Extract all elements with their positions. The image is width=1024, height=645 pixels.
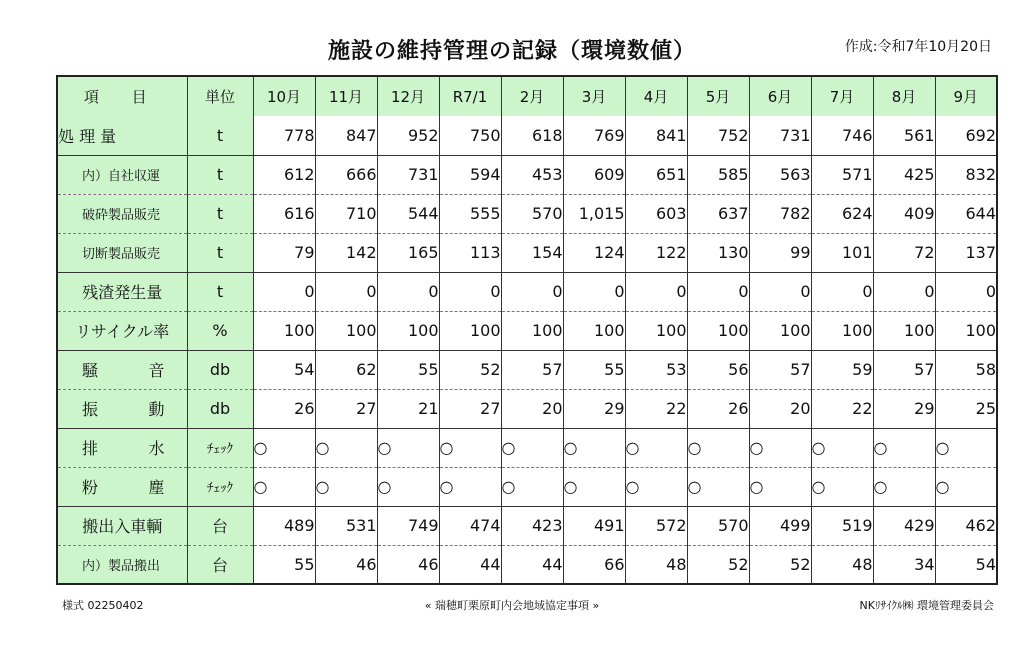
value-cell: 0 <box>439 272 501 311</box>
value-cell: 48 <box>625 545 687 584</box>
value-cell: 100 <box>625 311 687 350</box>
value-cell: ○ <box>873 467 935 506</box>
row-unit: t <box>187 272 253 311</box>
page-title: 施設の維持管理の記録（環境数値） <box>327 39 696 64</box>
value-cell: ○ <box>439 428 501 467</box>
value-cell: 55 <box>253 545 315 584</box>
value-cell: ○ <box>935 428 997 467</box>
value-cell: 0 <box>749 272 811 311</box>
value-cell: 0 <box>873 272 935 311</box>
committee-name: NKﾘｻｲｸﾙ㈱ 環境管理委員会 <box>859 599 994 612</box>
table-row <box>57 506 997 545</box>
value-cell: 585 <box>687 155 749 194</box>
value-cell: 57 <box>501 350 563 389</box>
value-cell: 618 <box>501 116 563 155</box>
row-label: 切断製品販売 <box>57 233 187 272</box>
value-cell: 27 <box>439 389 501 428</box>
value-cell: 72 <box>873 233 935 272</box>
value-cell: 0 <box>253 272 315 311</box>
value-cell: ○ <box>935 467 997 506</box>
value-cell: 100 <box>315 311 377 350</box>
value-cell: ○ <box>253 467 315 506</box>
value-cell: 124 <box>563 233 625 272</box>
value-cell: 749 <box>377 506 439 545</box>
row-unit: db <box>187 350 253 389</box>
value-cell: 26 <box>687 389 749 428</box>
value-cell: 99 <box>749 233 811 272</box>
row-unit: t <box>187 116 253 155</box>
value-cell: 731 <box>749 116 811 155</box>
value-cell: 29 <box>563 389 625 428</box>
table-row <box>57 272 997 311</box>
value-cell: 491 <box>563 506 625 545</box>
value-cell: ○ <box>811 428 873 467</box>
header-month: 8月 <box>873 76 935 116</box>
table-row <box>57 194 997 233</box>
value-cell: 52 <box>687 545 749 584</box>
value-cell: ○ <box>563 467 625 506</box>
row-unit: ﾁｪｯｸ <box>187 428 253 467</box>
value-cell: 594 <box>439 155 501 194</box>
value-cell: 154 <box>501 233 563 272</box>
value-cell: 56 <box>687 350 749 389</box>
value-cell: ○ <box>749 428 811 467</box>
value-cell: 429 <box>873 506 935 545</box>
row-label: 破砕製品販売 <box>57 194 187 233</box>
value-cell: ○ <box>439 467 501 506</box>
value-cell: 571 <box>811 155 873 194</box>
value-cell: 34 <box>873 545 935 584</box>
value-cell: 100 <box>563 311 625 350</box>
value-cell: 561 <box>873 116 935 155</box>
value-cell: 100 <box>873 311 935 350</box>
value-cell: 25 <box>935 389 997 428</box>
value-cell: 100 <box>687 311 749 350</box>
value-cell: 52 <box>439 350 501 389</box>
value-cell: 637 <box>687 194 749 233</box>
value-cell: 66 <box>563 545 625 584</box>
value-cell: 544 <box>377 194 439 233</box>
value-cell: 692 <box>935 116 997 155</box>
value-cell: 79 <box>253 233 315 272</box>
value-cell: 142 <box>315 233 377 272</box>
value-cell: ○ <box>377 467 439 506</box>
value-cell: 20 <box>501 389 563 428</box>
value-cell: 22 <box>625 389 687 428</box>
row-label: 処 理 量 <box>57 116 187 155</box>
value-cell: ○ <box>315 467 377 506</box>
value-cell: 59 <box>811 350 873 389</box>
value-cell: 100 <box>501 311 563 350</box>
value-cell: 113 <box>439 233 501 272</box>
row-unit: % <box>187 311 253 350</box>
value-cell: 100 <box>935 311 997 350</box>
value-cell: 48 <box>811 545 873 584</box>
value-cell: 137 <box>935 233 997 272</box>
value-cell: 499 <box>749 506 811 545</box>
value-cell: 832 <box>935 155 997 194</box>
value-cell: 22 <box>811 389 873 428</box>
value-cell: 0 <box>935 272 997 311</box>
value-cell: 0 <box>501 272 563 311</box>
table-row <box>57 311 997 350</box>
row-unit: t <box>187 194 253 233</box>
value-cell: ○ <box>253 428 315 467</box>
value-cell: 651 <box>625 155 687 194</box>
value-cell: ○ <box>687 428 749 467</box>
table-row <box>57 428 997 467</box>
header-unit: 単位 <box>187 76 253 116</box>
value-cell: ○ <box>377 428 439 467</box>
value-cell: 54 <box>253 350 315 389</box>
value-cell: ○ <box>873 428 935 467</box>
table-row <box>57 467 997 506</box>
row-unit: t <box>187 233 253 272</box>
value-cell: 731 <box>377 155 439 194</box>
value-cell: 841 <box>625 116 687 155</box>
value-cell: 453 <box>501 155 563 194</box>
value-cell: 55 <box>377 350 439 389</box>
value-cell: 746 <box>811 116 873 155</box>
value-cell: 62 <box>315 350 377 389</box>
value-cell: ○ <box>501 428 563 467</box>
value-cell: 531 <box>315 506 377 545</box>
value-cell: 54 <box>935 545 997 584</box>
value-cell: 612 <box>253 155 315 194</box>
value-cell: 29 <box>873 389 935 428</box>
value-cell: 0 <box>563 272 625 311</box>
value-cell: 409 <box>873 194 935 233</box>
table-row <box>57 350 997 389</box>
row-label: 振 動 <box>57 389 187 428</box>
row-label: 内）自社収運 <box>57 155 187 194</box>
header-month: 6月 <box>749 76 811 116</box>
value-cell: 750 <box>439 116 501 155</box>
value-cell: 20 <box>749 389 811 428</box>
value-cell: 0 <box>315 272 377 311</box>
value-cell: 1,015 <box>563 194 625 233</box>
environment-data-table <box>56 75 998 585</box>
value-cell: 46 <box>315 545 377 584</box>
header-month: 7月 <box>811 76 873 116</box>
table-row <box>57 389 997 428</box>
value-cell: 847 <box>315 116 377 155</box>
value-cell: 58 <box>935 350 997 389</box>
value-cell: 100 <box>749 311 811 350</box>
table-row <box>57 545 997 584</box>
header-month: 2月 <box>501 76 563 116</box>
value-cell: 644 <box>935 194 997 233</box>
value-cell: 570 <box>501 194 563 233</box>
value-cell: 55 <box>563 350 625 389</box>
value-cell: 21 <box>377 389 439 428</box>
row-label: 内）製品搬出 <box>57 545 187 584</box>
value-cell: ○ <box>563 428 625 467</box>
value-cell: 769 <box>563 116 625 155</box>
value-cell: 100 <box>811 311 873 350</box>
value-cell: ○ <box>315 428 377 467</box>
value-cell: 44 <box>501 545 563 584</box>
value-cell: 100 <box>439 311 501 350</box>
header-month: 10月 <box>253 76 315 116</box>
value-cell: 778 <box>253 116 315 155</box>
value-cell: 101 <box>811 233 873 272</box>
header-month: 11月 <box>315 76 377 116</box>
value-cell: 462 <box>935 506 997 545</box>
value-cell: 752 <box>687 116 749 155</box>
value-cell: 0 <box>625 272 687 311</box>
value-cell: 624 <box>811 194 873 233</box>
row-unit: t <box>187 155 253 194</box>
created-date: 作成:令和7年10月20日 <box>844 39 992 55</box>
value-cell: 100 <box>253 311 315 350</box>
row-unit: ﾁｪｯｸ <box>187 467 253 506</box>
row-label: 騒 音 <box>57 350 187 389</box>
value-cell: 122 <box>625 233 687 272</box>
value-cell: ○ <box>811 467 873 506</box>
value-cell: 27 <box>315 389 377 428</box>
row-label: 粉 塵 <box>57 467 187 506</box>
value-cell: 666 <box>315 155 377 194</box>
value-cell: 165 <box>377 233 439 272</box>
header-month: 9月 <box>935 76 997 116</box>
header-month: 4月 <box>625 76 687 116</box>
value-cell: ○ <box>625 467 687 506</box>
agreement-note: « 瑞穂町栗原町内会地域協定事項 » <box>424 599 600 612</box>
value-cell: 555 <box>439 194 501 233</box>
table-row <box>57 155 997 194</box>
value-cell: 130 <box>687 233 749 272</box>
value-cell: 52 <box>749 545 811 584</box>
row-label: 排 水 <box>57 428 187 467</box>
row-label: 搬出入車輌 <box>57 506 187 545</box>
value-cell: 44 <box>439 545 501 584</box>
value-cell: 0 <box>811 272 873 311</box>
header-row <box>57 76 997 116</box>
value-cell: ○ <box>749 467 811 506</box>
value-cell: 425 <box>873 155 935 194</box>
value-cell: 519 <box>811 506 873 545</box>
value-cell: 0 <box>377 272 439 311</box>
value-cell: 603 <box>625 194 687 233</box>
value-cell: 0 <box>687 272 749 311</box>
value-cell: 616 <box>253 194 315 233</box>
value-cell: ○ <box>687 467 749 506</box>
row-label: リサイクル率 <box>57 311 187 350</box>
row-unit: 台 <box>187 545 253 584</box>
row-unit: 台 <box>187 506 253 545</box>
value-cell: 710 <box>315 194 377 233</box>
value-cell: 57 <box>749 350 811 389</box>
value-cell: 100 <box>377 311 439 350</box>
header-month: 5月 <box>687 76 749 116</box>
value-cell: 57 <box>873 350 935 389</box>
value-cell: ○ <box>501 467 563 506</box>
table-row <box>57 116 997 155</box>
value-cell: 572 <box>625 506 687 545</box>
value-cell: 563 <box>749 155 811 194</box>
row-unit: db <box>187 389 253 428</box>
header-month: 3月 <box>563 76 625 116</box>
value-cell: 53 <box>625 350 687 389</box>
header-item: 項 目 <box>57 76 187 116</box>
value-cell: 570 <box>687 506 749 545</box>
value-cell: 26 <box>253 389 315 428</box>
value-cell: 46 <box>377 545 439 584</box>
form-number: 様式 02250402 <box>62 599 144 612</box>
value-cell: 782 <box>749 194 811 233</box>
value-cell: 423 <box>501 506 563 545</box>
header-month: R7/1 <box>439 76 501 116</box>
value-cell: ○ <box>625 428 687 467</box>
row-label: 残渣発生量 <box>57 272 187 311</box>
value-cell: 489 <box>253 506 315 545</box>
header-month: 12月 <box>377 76 439 116</box>
value-cell: 474 <box>439 506 501 545</box>
table-row <box>57 233 997 272</box>
value-cell: 952 <box>377 116 439 155</box>
value-cell: 609 <box>563 155 625 194</box>
